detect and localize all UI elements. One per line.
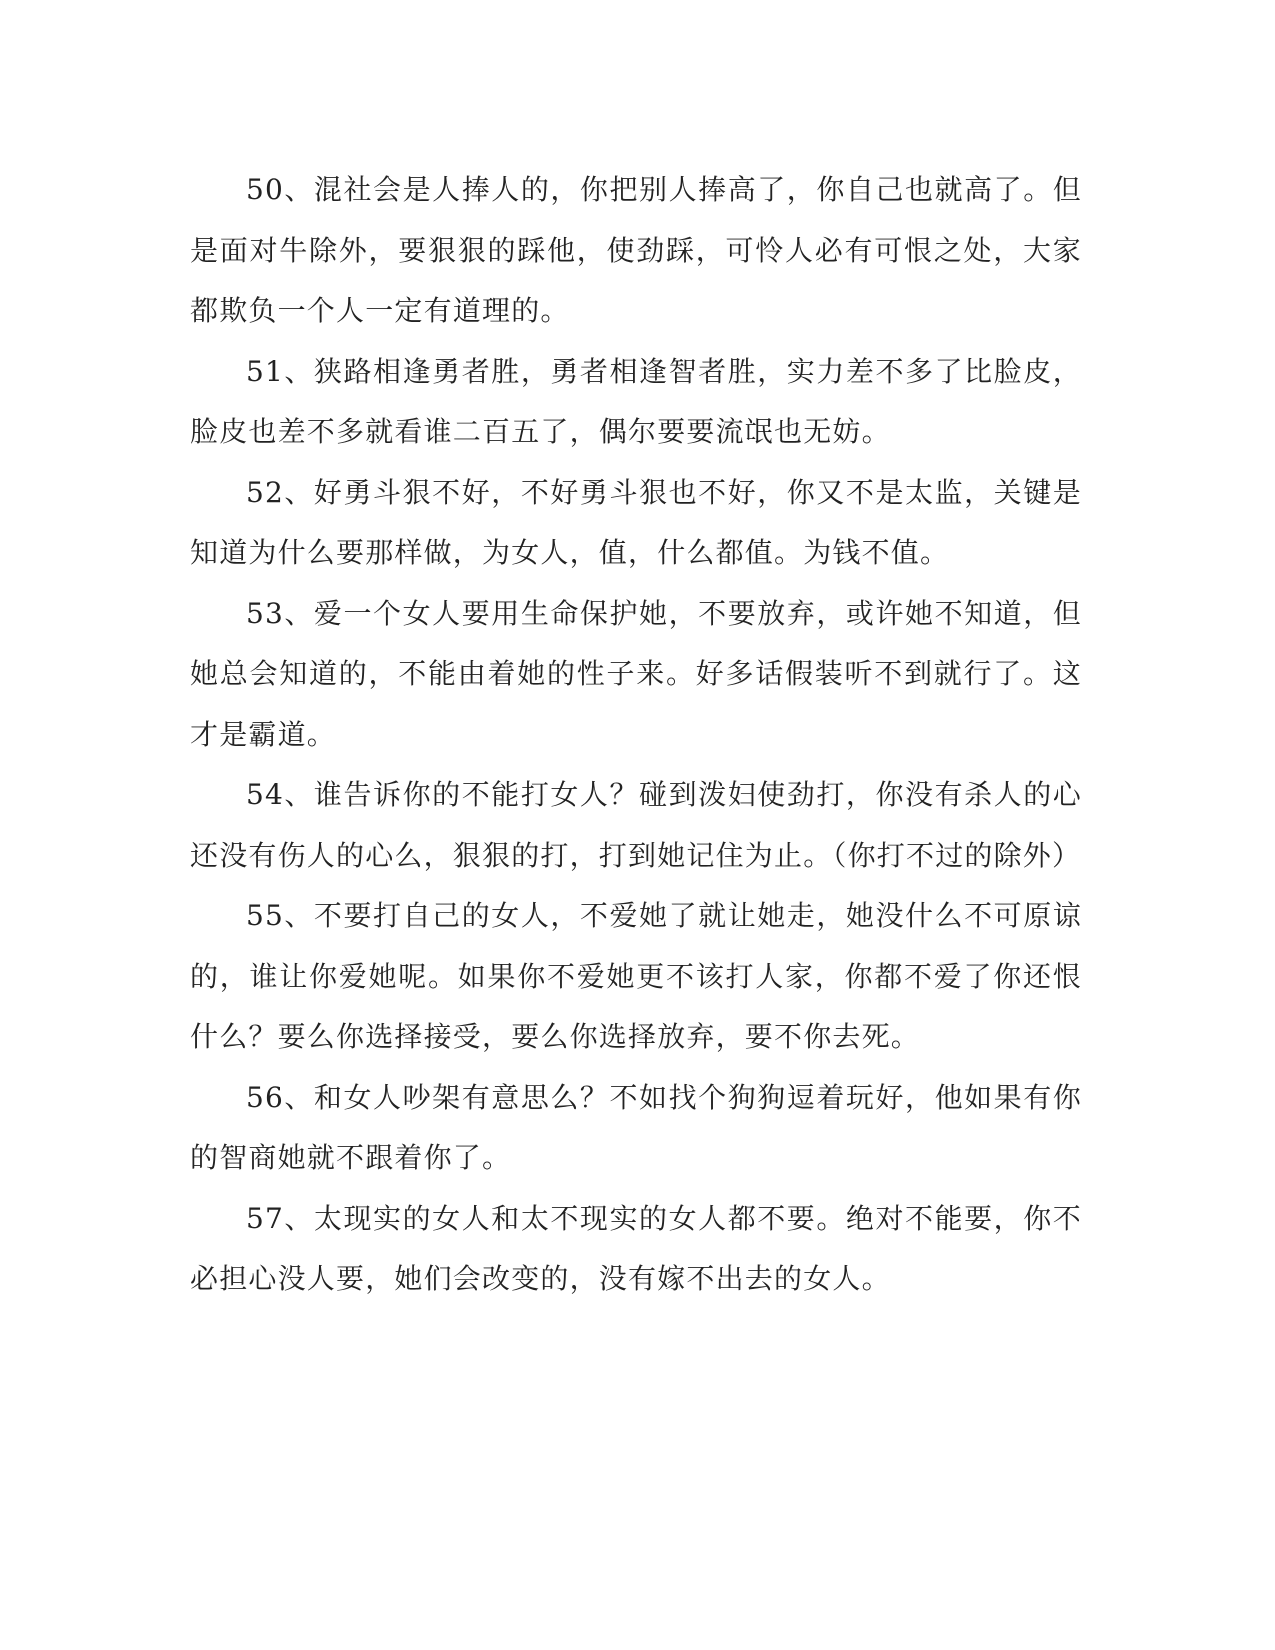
paragraph-57: 57、太现实的女人和太不现实的女人都不要。绝对不能要，你不必担心没人要，她们会改变的，没有嫁不出去的女人。 [190, 1201, 1082, 1295]
paragraph-53: 53、爱一个女人要用生命保护她，不要放弃，或许她不知道，但她总会知道的，不能由着她的性子来。好多话假装听不到就行了。这才是霸道。 [190, 596, 1082, 751]
paragraph-56: 56、和女人吵架有意思么？不如找个狗狗逗着玩好，他如果有你的智商她就不跟着你了。 [190, 1080, 1082, 1174]
paragraph-52: 52、好勇斗狠不好，不好勇斗狠也不好，你又不是太监，关键是知道为什么要那样做，为女人，值，什么都值。为钱不值。 [190, 475, 1082, 569]
paragraph-50: 50、混社会是人捧人的，你把别人捧高了，你自己也就高了。但是面对牛除外，要狠狠的踩他，使劲踩，可怜人必有可恨之处，大家都欺负一个人一定有道理的。 [190, 173, 1082, 327]
document-body [190, 160, 1082, 1310]
paragraph-54: 54、谁告诉你的不能打女人？碰到泼妇使劲打，你没有杀人的心还没有伤人的心么，狠狠的打，打到她记住为止。（你打不过的除外） [190, 778, 1082, 872]
paragraph-51: 51、狭路相逢勇者胜，勇者相逢智者胜，实力差不多了比脸皮，脸皮也差不多就看谁二百五了，偶尔要要流氓也无妨。 [190, 354, 1082, 448]
paragraph-55: 55、不要打自己的女人，不爱她了就让她走，她没什么不可原谅的，谁让你爱她呢。如果你不爱她更不该打人家，你都不爱了你还恨什么？要么你选择接受，要么你选择放弃，要不你去死。 [190, 899, 1082, 1053]
